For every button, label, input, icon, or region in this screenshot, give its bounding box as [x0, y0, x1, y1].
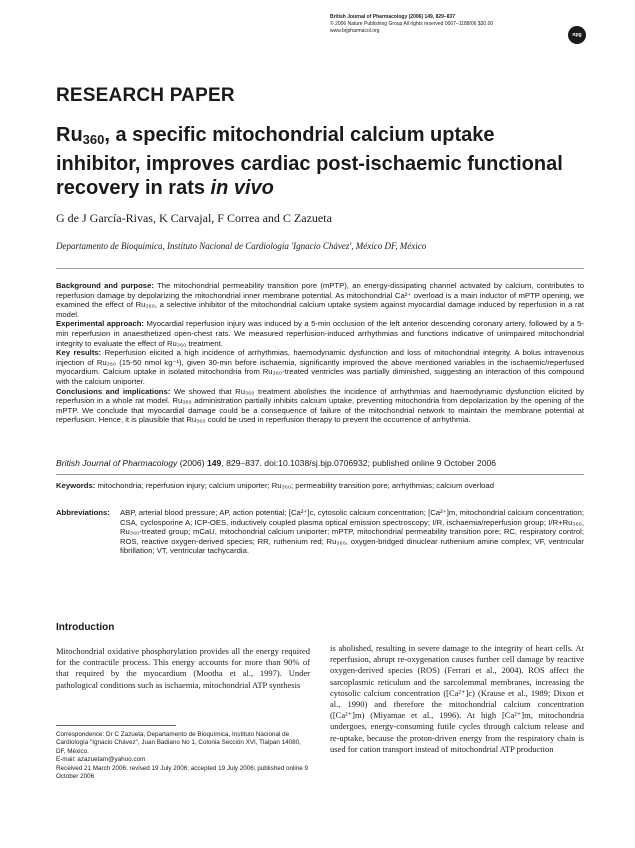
correspondence-address: Correspondence: Dr C Zazueta, Departamento de Bioquímica, Instituto Nacional de Cardiología "Ignacio Chávez", Juan Badiano No 1, Colonia Sección XVI, Tlalpan 14080, DF, México.: [56, 731, 301, 755]
abstract-paragraph: [56, 319, 584, 348]
correspondence-dates: Received 21 March 2006; revised 19 July 2006; accepted 19 July 2006; published online 9 October 2006: [56, 764, 309, 781]
journal-header: [330, 14, 570, 35]
title-italic: in vivo: [210, 177, 274, 199]
correspondence: [56, 731, 310, 781]
abstract-paragraph: [56, 348, 584, 386]
abstract-text: The mitochondrial permeability transition pore (mPTP), an energy-dissipating channel activated by calcium, contributes to reperfusion damage by depolarizing the mitochondrial inner membrane potential. As mitochondrial Ca²⁺ overload is a main inductor of mPTP opening, we examined the effect of Ru₃₆₀, a selective inhibitor of the mitochondrial calcium uptake system against myocardial damage induced by reperfusion in a rat model.: [56, 281, 584, 319]
citation-journal: British Journal of Pharmacology: [56, 458, 178, 468]
abbreviations-text: ABP, arterial blood pressure; AP, action potential; [Ca²⁺]c, cytosolic calcium concentration; [Ca²⁺]m, mitochondrial calcium concentration; CSA, cyclosporine A; ICP-OES, inductively coupled plasma optical emission spectroscopy; I/R, ischaemia/reperfusion group; I/R+Ru₃₆₀, Ru₃₆₀-treated group; mCaU, mitochondrial calcium uniporter; mPTP, mitochondrial permeability transition pore; RC, respiratory control; ROS, reactive oxygen-derived species; RR, ruthenium red; Ru₃₆₀, oxygen-bridged dinuclear ruthenium amine complex; VF, ventricular fibrillation; VT, ventricular tachycardia.: [120, 508, 584, 556]
abbreviations: [56, 508, 584, 556]
abstract-text: Myocardial reperfusion injury was induced by a 5-min occlusion of the left anterior descending coronary artery, followed by a 5-min reperfusion in anaesthetized open-chest rats. We measured reperfusion-induced arrhythmias and functions indicative of unimpaired mitochondrial integrity to evaluate the effect of Ru₃₆₀ treatment.: [56, 319, 584, 348]
article-title: [56, 123, 576, 200]
intro-column-1: Mitochondrial oxidative phosphorylation provides all the energy required for the contractile process. This energy accounts for more than 90% of that required by the myocardium (Mootha et al., 1997). Under pathological conditions such as ischaemia, mitochondrial ATP synthesis: [56, 646, 310, 690]
citation-pre: (2006): [177, 458, 207, 468]
abstract-label: Background and purpose:: [56, 281, 154, 290]
divider-top: [56, 268, 584, 269]
abstract-text: We showed that Ru₃₆₀ treatment abolishes the incidence of arrhythmias and haemodynamic dysfunction elicited by reperfusion in a whole rat model. Ru₃₆₀ administration partially inhibits calcium uptake, preventing mitochondria from depolarization by the opening of the mPTP. We conclude that myocardial damage could be a consequence of failure of the mitochondrial network to maintain the membrane potential at reperfusion. Hence, it is plausible that Ru₃₆₀ could be used in reperfusion therapy to prevent the occurrence of arrhythmia.: [56, 386, 584, 425]
abstract-paragraph: [56, 387, 584, 425]
title-part1: Ru: [56, 124, 83, 146]
abstract-text: Reperfusion elicited a high incidence of arrhythmias, haemodynamic dysfunction and loss of mitochondrial integrity. A bolus intravenous injection of Ru₃₆₀ (15-50 nmol kg⁻¹), given 30-min before ischaemia, significantly improved the above mentioned variables in the ischaemic/reperfused myocardium. Calcium uptake in isolated mitochondria from Ru₃₆₀-treated ventricles was partially diminished, suggesting an interaction of this compound with the calcium uniporter.: [56, 348, 584, 386]
abstract-paragraph: [56, 281, 584, 319]
abbreviations-label: Abbreviations:: [56, 508, 110, 517]
title-subscript: 360: [82, 132, 105, 147]
npg-logo: npg: [568, 26, 586, 44]
section-label: RESEARCH PAPER: [56, 85, 235, 106]
copyright-line: © 2006 Nature Publishing Group All rights reserved 0007–1188/06 $30.00: [330, 21, 494, 27]
divider-keywords: [56, 474, 584, 475]
journal-url[interactable]: www.brjpharmacol.org: [330, 28, 380, 34]
keywords: [56, 481, 584, 491]
keywords-text: mitochondria; reperfusion injury; calcium uniporter; Ru₃₆₀; permeability transition pore; arrhythmias; calcium overload: [95, 481, 494, 490]
abstract: [56, 281, 584, 425]
title-part2: , a specific mitochondrial calcium uptake inhibitor, improves cardiac post-ischaemic functional recovery in rats: [56, 124, 563, 199]
footnote-divider: [56, 725, 176, 726]
citation-volume: 149: [206, 458, 222, 468]
intro-heading: Introduction: [56, 622, 115, 633]
abstract-label: Experimental approach:: [56, 319, 144, 329]
authors: G de J García-Rivas, K Carvajal, F Correa and C Zazueta: [56, 211, 332, 225]
affiliation: Departamento de Bioquímica, Instituto Nacional de Cardiología 'Ignacio Chávez', México DF, México: [56, 241, 427, 251]
correspondence-email[interactable]: E-mail: azazuetam@yahoo.com: [56, 756, 146, 764]
keywords-label: Keywords:: [56, 481, 96, 490]
journal-line: British Journal of Pharmacology (2006) 149, 829–837: [330, 14, 456, 20]
citation-post: , 829–837. doi:10.1038/sj.bjp.0706932; published online 9 October 2006: [221, 458, 497, 468]
abstract-label: Key results:: [56, 348, 102, 358]
abstract-label: Conclusions and implications:: [56, 386, 171, 396]
intro-column-2: is abolished, resulting in severe damage to the integrity of heart cells. At reperfusion, abrupt re-oxygenation causes further cell damage by reactive oxygen-derived species (ROS) (Ferrari et al., 2004). ROS affect the sarcoplasmic reticulum and the sarcolemmal membranes, increasing the cytosolic calcium concentration ([Ca²⁺]c) (Krause et al., 1989; Dixon et al., 1990) and therefore the mitochondrial calcium concentration ([Ca²⁺]m) (Miyamae et al., 1996). At high [Ca²⁺]m, mitochondria undergoes, energy-consuming futile cycles through calcium release and re-uptake, because the proton-driven energy from the respiratory chain is used for cation transport instead of mitochondrial ATP production: [330, 643, 584, 754]
citation: [56, 458, 584, 468]
